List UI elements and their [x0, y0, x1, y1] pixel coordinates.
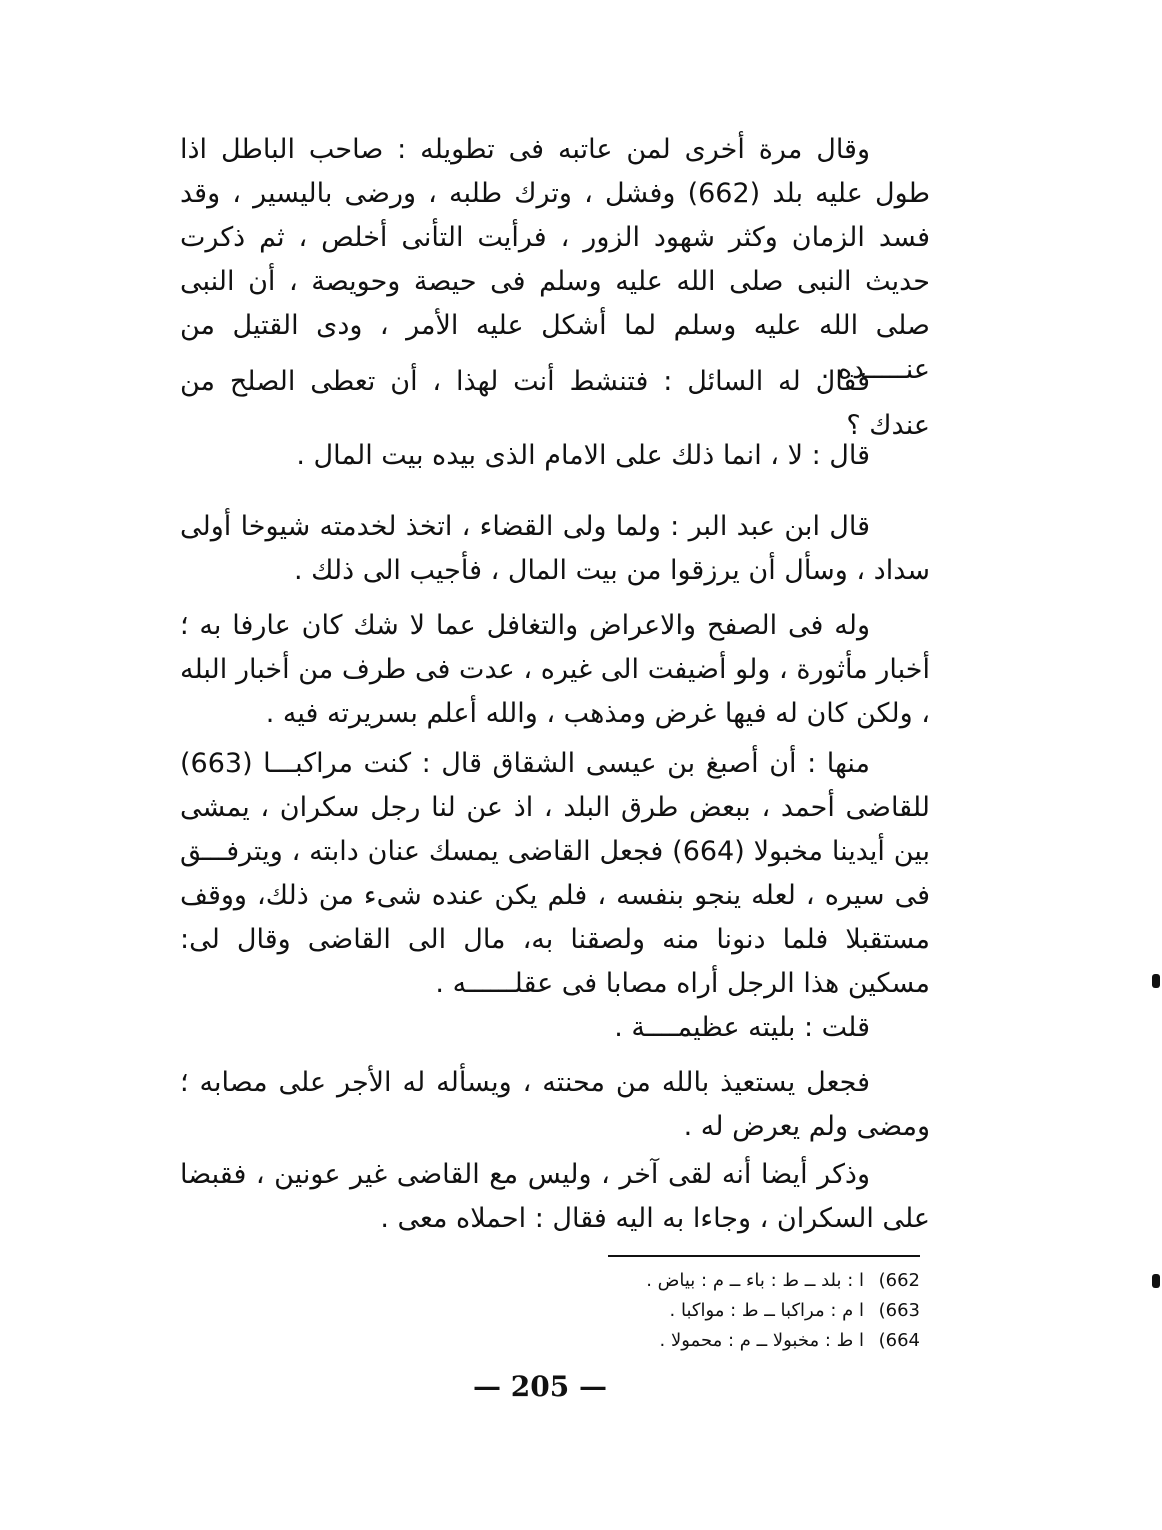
- paragraph-7: [180, 1006, 930, 1050]
- paragraph-text: منها : أن أصبغ بن عيسى الشقاق قال : كنت مراكبـــا (663) للقاضى أحمد ، ببعض طرق البلد ، اذ عن لنا رجل سكران ، يمشى بين أيدينا مخبولا (664) فجعل القاضى يمسك عنان دابته ، ويترفـــق فى سيره ، لعله ينجو بنفسه ، فلم يكن عنده شىء من ذلك، ووقف مستقبلا فلما دنونا منه ولصقنا به، مال الى القاضى وقال لى: مسكين هذا الرجل أراه مصابا فى عقلــــــه .: [180, 748, 930, 999]
- paragraph-text: قال ابن عبد البر : ولما ولى القضاء ، اتخذ لخدمته شيوخا أولى سداد ، وسأل أن يرزقوا من بيت المال ، فأجيب الى ذلك .: [180, 511, 930, 586]
- footnote-text: ا : بلد ــ ط : باء ــ م : بياض .: [646, 1270, 864, 1291]
- paragraph-text: فجعل يستعيذ بالله من محنته ، ويسأله له الأجر على مصابه ؛ ومضى ولم يعرض له .: [180, 1067, 930, 1142]
- footnotes: [520, 1266, 920, 1356]
- paragraph-3: [180, 434, 930, 478]
- paragraph-text: فقال له السائل : فتنشط أنت لهذا ، أن تعطى الصلح من عندك ؟: [180, 366, 930, 441]
- footnote-number: 662): [878, 1270, 920, 1291]
- paragraph-6: [180, 742, 930, 1006]
- footnote-662: [520, 1266, 920, 1296]
- footnote-text: ا ط : مخبولا ــ م : محمولا .: [659, 1330, 864, 1351]
- paragraph-1: [180, 128, 930, 392]
- paragraph-text: قال : لا ، انما ذلك على الامام الذى بيده بيت المال .: [296, 440, 870, 471]
- paragraph-4: [180, 505, 930, 593]
- page-number: — 205 —: [473, 1370, 607, 1403]
- paragraph-text: وذكر أيضا أنه لقى آخر ، وليس مع القاضى غير عونين ، فقبضا على السكران ، وجاءا به اليه فقال : احملاه معى .: [180, 1159, 930, 1234]
- footnote-663: [520, 1296, 920, 1326]
- paragraph-9: [180, 1153, 930, 1241]
- paragraph-8: [180, 1061, 930, 1149]
- footnote-text: ا م : مراكبا ــ ط : مواكبا .: [669, 1300, 864, 1321]
- paragraph-text: وله فى الصفح والاعراض والتغافل عما لا شك كان عارفا به ؛ أخبار مأثورة ، ولو أضيفت الى غيره ، عدت فى طرف من أخبار البله ، ولكن كان له فيها غرض ومذهب ، والله أعلم بسريرته فيه .: [180, 610, 930, 729]
- footnote-number: 663): [878, 1300, 920, 1321]
- margin-mark: [1152, 974, 1160, 988]
- footnote-separator: [608, 1255, 920, 1257]
- footnote-number: 664): [878, 1330, 920, 1351]
- footnote-664: [520, 1326, 920, 1356]
- paragraph-text: قلت : بليته عظيمــــة .: [614, 1012, 870, 1043]
- paragraph-5: [180, 604, 930, 736]
- paragraph-text: وقال مرة أخرى لمن عاتبه فى تطويله : صاحب الباطل اذا طول عليه بلد (662) وفشل ، وترك طلبه ، ورضى باليسير ، وقد فسد الزمان وكثر شهود الزور ، فرأيت التأنى أخلص ، ثم ذكرت حديث النبى صلى الله عليه وسلم فى حيصة وحويصة ، أن النبى صلى الله عليه وسلم لما أشكل عليه الأمر ، ودى القتيل من عنـــــده .: [180, 134, 931, 385]
- margin-mark: [1152, 1274, 1160, 1288]
